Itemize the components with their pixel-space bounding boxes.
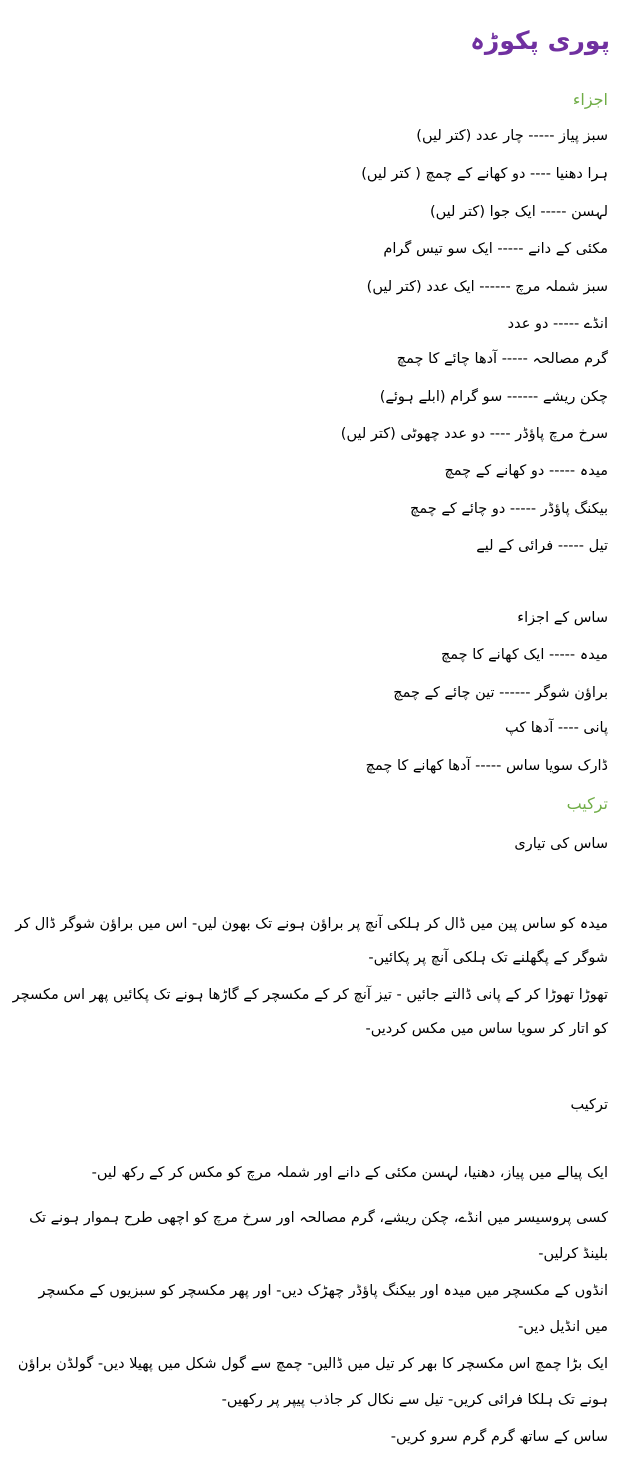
ingredient-item: سبز پیاز ----- چار عدد (کتر لیں) [416, 128, 608, 144]
method-heading: ترکیب [566, 794, 608, 813]
sauce-step: میدہ کو ساس پین میں ڈال کر ہلکی آنچ پر براؤن ہونے تک بھون لیں- اس میں براؤن شوگر ڈال کر شوگر کے پگھلنے تک ہلکی آنچ پر پکائیں- [15, 916, 608, 966]
sauce-step: تھوڑا تھوڑا کر کے پانی ڈالتے جائیں - تیز آنچ کر کے مکسچر کے گاڑھا ہونے تک پکائیں پھر اس مکسچر کو اتار کر سویا ساس میں مکس کردیں- [12, 987, 608, 1037]
ingredient-item: میدہ ----- دو کھانے کے چمچ [444, 463, 608, 479]
ingredient-item: ہرا دھنیا ---- دو کھانے کے چمچ ( کتر لیں) [361, 166, 608, 182]
sauce-prep-heading: ساس کی تیاری [514, 836, 608, 852]
method-step: کسی پروسیسر میں انڈے، چکن ریشے، گرم مصالحہ اور سرخ مرچ کو اچھی طرح ہموار ہونے تک بلینڈ کرلیں- [29, 1210, 608, 1262]
sauce-ingredient-item: پانی ---- آدھا کپ [504, 720, 608, 736]
sauce-ingredient-item: میدہ ----- ایک کھانے کا چمچ [440, 647, 608, 663]
ingredient-item: بیکنگ پاؤڈر ----- دو چائے کے چمچ [410, 501, 608, 517]
sauce-ingredient-item: ڈارک سویا ساس ----- آدھا کھانے کا چمچ [365, 758, 608, 774]
method-step: انڈوں کے مکسچر میں میدہ اور بیکنگ پاؤڈر چھڑک دیں- اور پھر مکسچر کو سبزیوں کے مکسچر میں انڈیل دیں- [38, 1283, 608, 1335]
ingredient-item: مکئی کے دانے ----- ایک سو تیس گرام [383, 241, 608, 257]
sauce-ingredient-item: براؤن شوگر ------ تین چائے کے چمچ [393, 685, 608, 701]
ingredient-item: سرخ مرچ پاؤڈر ---- دو عدد چھوٹی (کتر لیں) [340, 426, 608, 442]
method-step: ایک پیالے میں پیاز، دھنیا، لہسن مکئی کے دانے اور شملہ مرچ کو مکس کر کے رکھ لیں- [91, 1165, 608, 1181]
ingredient-item: انڈے ----- دو عدد [507, 316, 608, 332]
method-step: ایک بڑا چمچ اس مکسچر کا بھر کر تیل میں ڈالیں- چمچ سے گول شکل میں پھیلا دیں- گولڈن براؤن ہونے تک ہلکا فرائی کریں- تیل سے نکال کر جاذب پیپر پر رکھیں- [17, 1356, 608, 1408]
sauce-ingredients-heading: ساس کے اجزاء [517, 610, 608, 626]
method-step: ساس کے ساتھ گرم گرم سرو کریں- [390, 1429, 608, 1445]
ingredient-item: تیل ----- فرائی کے لیے [476, 538, 608, 554]
ingredient-item: سبز شملہ مرچ ------ ایک عدد (کتر لیں) [366, 279, 608, 295]
ingredient-item: گرم مصالحہ ----- آدھا چائے کا چمچ [396, 351, 608, 367]
page-title: پوری پکوڑہ [470, 26, 610, 55]
ingredient-item: چکن ریشے ------ سو گرام (ابلے ہوئے) [379, 389, 608, 405]
method-subheading: ترکیب [570, 1097, 608, 1113]
ingredient-item: لہسن ----- ایک جوا (کتر لیں) [429, 204, 608, 220]
ingredients-heading: اجزاء [572, 90, 608, 109]
